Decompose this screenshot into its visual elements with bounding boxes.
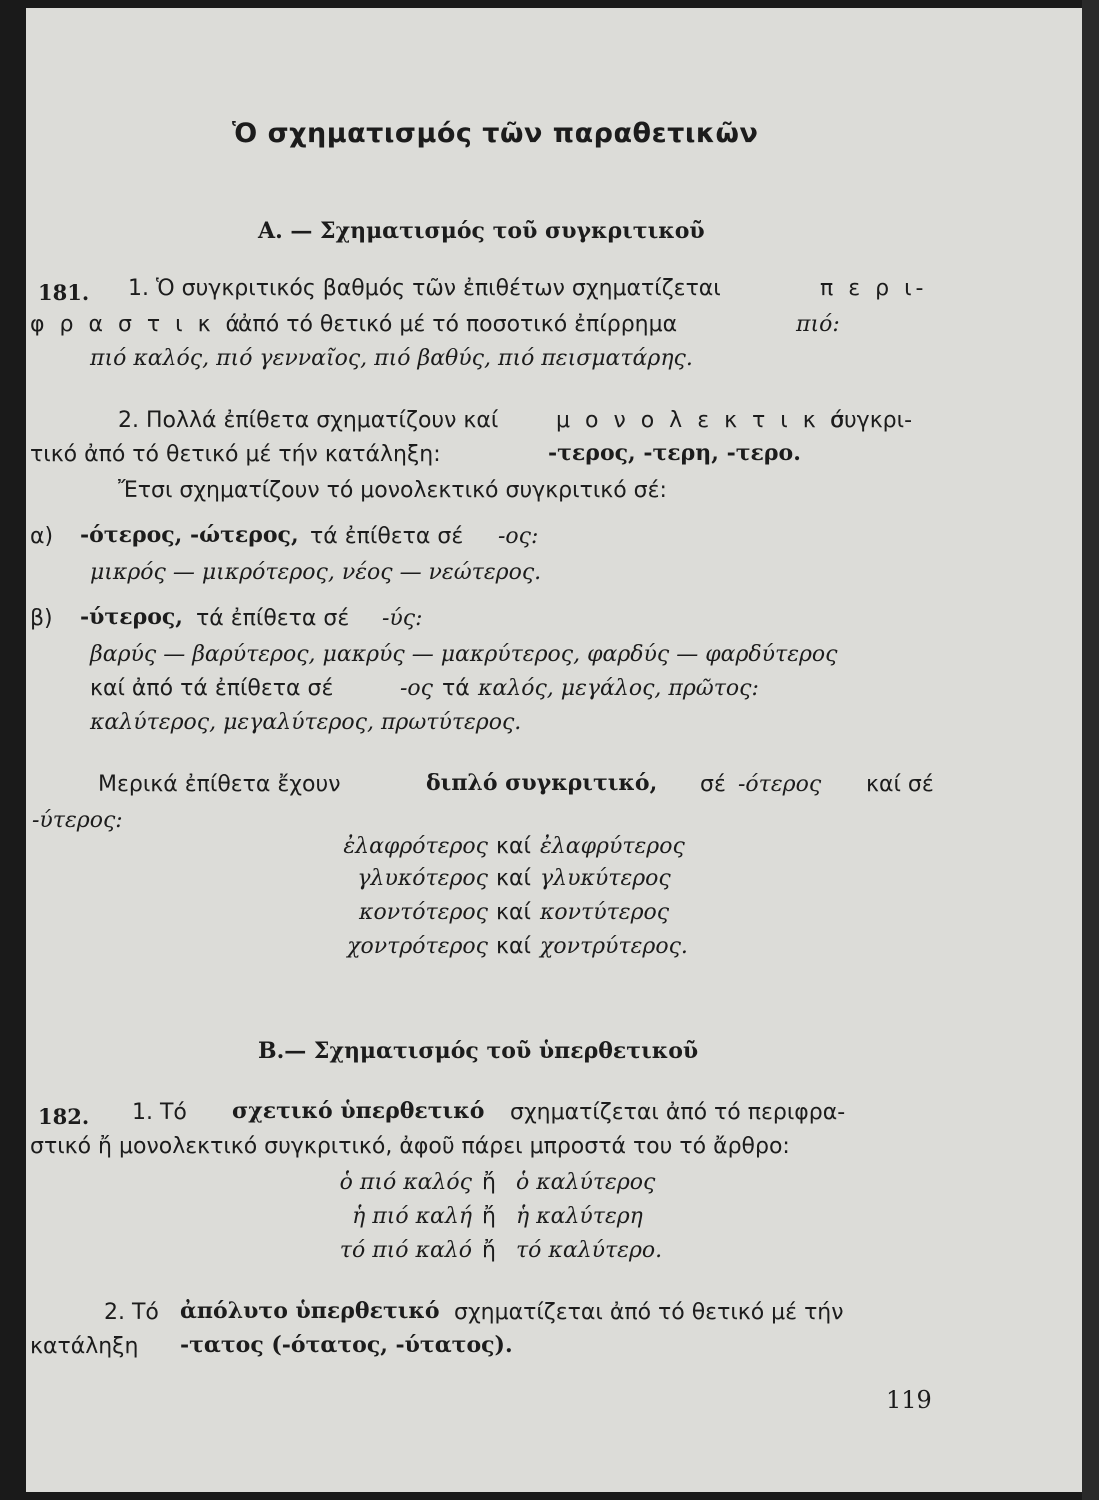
beta-text: τά ἐπίθετα σέ xyxy=(196,606,350,631)
pair-right-1: ἐλαφρύτερος xyxy=(540,834,685,859)
beta-line3: καλύτερος, μεγαλύτερος, πρωτύτερος. xyxy=(90,710,522,735)
pair-left-2: γλυκότερος xyxy=(357,866,488,891)
p181-line1: 1. Ὁ συγκριτικός βαθμός τῶν ἐπιθέτων σχηματίζεται xyxy=(128,276,721,301)
pair-left-1: ἐλαφρότερος xyxy=(343,834,488,859)
pair-right-3: κοντύτερος xyxy=(540,900,670,925)
double-line1-kai: καί σέ xyxy=(866,772,934,797)
p2-line2-endings: -τερος, -τερη, -τερο. xyxy=(548,440,801,466)
paragraph-number-181: 181. xyxy=(38,280,90,305)
alpha-example: μικρός — μικρότερος, νέος — νεώτερος. xyxy=(90,560,542,585)
absolute-superl-line1: 2. Τό xyxy=(104,1300,159,1325)
beta-line2-suffix: -ος xyxy=(400,676,433,701)
superl-row1-right: ὁ καλύτερος xyxy=(516,1170,656,1195)
superl-row1-conj: ἤ xyxy=(482,1170,496,1195)
superl-row2-conj: ἤ xyxy=(482,1204,496,1229)
p182-line1-bold: σχετικό ὑπερθετικό xyxy=(232,1098,485,1124)
absolute-superl-line2: κατάληξη xyxy=(30,1334,139,1359)
binding-shadow xyxy=(1082,0,1099,1500)
alpha-text: τά ἐπίθετα σέ xyxy=(310,524,464,549)
p2-line3: Ἔτσι σχηματίζουν τό μονολεκτικό συγκριτικό σέ: xyxy=(118,478,667,503)
absolute-superl-bold: ἀπόλυτο ὑπερθετικό xyxy=(180,1298,440,1324)
paragraph-number-182: 182. xyxy=(38,1104,90,1129)
page-title: Ὁ σχηματισμός τῶν παραθετικῶν xyxy=(232,118,759,149)
beta-line2-words: καλός, μεγάλος, πρῶτος: xyxy=(478,676,759,701)
p181-line1-spaced: π ε ρ ι- xyxy=(820,276,928,301)
p182-line1-end: σχηματίζεται ἀπό τό περιφρα- xyxy=(510,1100,846,1125)
superl-row3-right: τό καλύτερο. xyxy=(516,1238,663,1263)
book-page xyxy=(26,8,1082,1492)
pair-conj-1: καί xyxy=(496,834,531,859)
alpha-label: α) xyxy=(30,524,54,549)
double-line1: Μερικά ἐπίθετα ἔχουν xyxy=(98,772,341,797)
section-b-heading: Β.— Σχηματισμός τοῦ ὑπερθετικοῦ xyxy=(258,1038,699,1064)
superl-row2-right: ἡ καλύτερη xyxy=(516,1204,643,1229)
beta-label: β) xyxy=(30,606,53,631)
superl-row1-left: ὁ πιό καλός xyxy=(339,1170,472,1195)
p181-line2: ἀπό τό θετικό μέ τό ποσοτικό ἐπίρρημα xyxy=(238,312,678,337)
pair-right-2: γλυκύτερος xyxy=(540,866,671,891)
superl-row2-left: ἡ πιό καλή xyxy=(352,1204,472,1229)
double-line1-otero: -ότερος xyxy=(738,772,822,797)
beta-suffix: -ύς: xyxy=(382,606,423,631)
p2-line1-spaced: μ ο ν ο λ ε κ τ ι κ ό xyxy=(556,408,849,433)
pair-conj-3: καί xyxy=(496,900,531,925)
alpha-suffix: -ος: xyxy=(498,524,539,549)
beta-endings: -ύτερος, xyxy=(80,604,183,630)
beta-line2-article: τά xyxy=(442,676,470,701)
page-number: 119 xyxy=(886,1386,932,1414)
pair-conj-2: καί xyxy=(496,866,531,891)
p181-line2-spaced: φ ρ α σ τ ι κ ά xyxy=(30,312,245,337)
double-line1-bold: διπλό συγκριτικό, xyxy=(426,770,658,796)
superl-row3-left: τό πιό καλό xyxy=(339,1238,472,1263)
alpha-endings: -ότερος, -ώτερος, xyxy=(80,522,299,548)
section-a-heading: Α. — Σχηματισμός τοῦ συγκριτικοῦ xyxy=(258,218,705,244)
beta-example: βαρύς — βαρύτερος, μακρύς — μακρύτερος, φαρδύς — φαρδύτερος xyxy=(90,642,838,667)
p2-line2: τικό ἀπό τό θετικό μέ τήν κατάληξη: xyxy=(30,442,441,467)
pair-left-3: κοντότερος xyxy=(359,900,488,925)
page-text xyxy=(26,8,1082,1492)
absolute-superl-line1-end: σχηματίζεται ἀπό τό θετικό μέ τήν xyxy=(454,1300,844,1325)
p182-line2: στικό ἤ μονολεκτικό συγκριτικό, ἀφοῦ πάρει μπροστά του τό ἄρθρο: xyxy=(30,1134,790,1159)
p181-line2-italic: πιό: xyxy=(796,312,840,337)
absolute-superl-endings: -τατος (-ότατος, -ύτατος). xyxy=(180,1332,513,1358)
p2-line1-end: συγκρι- xyxy=(830,408,913,433)
beta-line2: καί ἀπό τά ἐπίθετα σέ xyxy=(90,676,334,701)
p182-line1: 1. Τό xyxy=(132,1100,187,1125)
p181-example: πιό καλός, πιό γενναῖος, πιό βαθύς, πιό πεισματάρης. xyxy=(90,346,693,371)
double-line1-se: σέ xyxy=(700,772,726,797)
double-line2: -ύτερος: xyxy=(32,808,123,833)
p2-line1: 2. Πολλά ἐπίθετα σχηματίζουν καί xyxy=(118,408,499,433)
pair-left-4: χοντρότερος xyxy=(347,934,488,959)
pair-conj-4: καί xyxy=(496,934,531,959)
pair-right-4: χοντρύτερος. xyxy=(540,934,688,959)
superl-row3-conj: ἤ xyxy=(482,1238,496,1263)
